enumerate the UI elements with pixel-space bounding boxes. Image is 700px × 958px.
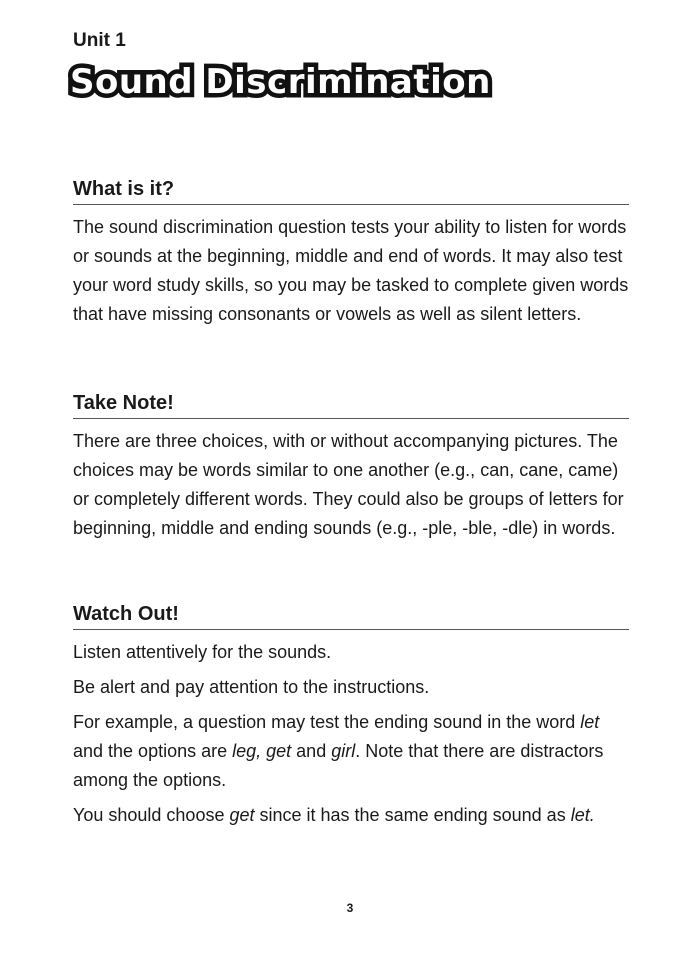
- section-what-is-it: [73, 178, 629, 329]
- section-heading: What is it?: [73, 178, 629, 205]
- section-paragraph: There are three choices, with or without accompanying pictures. The choices may be words similar to one another (e.g., can, cane, came) or completely different words. They could also be groups of letters for beginning, middle and ending sounds (e.g., -ple, -ble, -dle) in words.: [73, 431, 624, 538]
- section-heading: Take Note!: [73, 392, 629, 419]
- example-word-girl: girl: [331, 741, 356, 761]
- section-heading: Watch Out!: [73, 603, 629, 630]
- unit-label: Unit 1: [73, 30, 126, 51]
- example-text: For example, a question may test the ending sound in the word: [73, 712, 581, 732]
- example-text: and: [291, 741, 332, 761]
- section-paragraph: The sound discrimination question tests your ability to listen for words or sounds at the beginning, middle and end of words. It may also test your word study skills, so you may be tasked to complete given words that have missing consonants or vowels as well as silent letters.: [73, 217, 629, 324]
- conclusion-word-get: get: [229, 805, 255, 825]
- conclusion-word-let: let.: [570, 805, 595, 825]
- conclusion-paragraph: [73, 801, 629, 830]
- example-word-let: let: [580, 712, 600, 732]
- example-paragraph: [73, 708, 629, 795]
- section-take-note: [73, 392, 629, 543]
- section-watch-out: [73, 603, 629, 830]
- page-number: 3: [346, 901, 354, 915]
- page-title: Sound Discrimination: [70, 62, 491, 102]
- example-word-options: leg, get: [232, 741, 292, 761]
- section-paragraph: Be alert and pay attention to the instructions.: [73, 677, 430, 697]
- example-text: . Note that there are distractors among the options.: [73, 741, 604, 790]
- conclusion-text: You should choose: [73, 805, 230, 825]
- conclusion-text: since it has the same ending sound as: [254, 805, 571, 825]
- section-paragraph: Listen attentively for the sounds.: [73, 642, 332, 662]
- example-text: and the options are: [73, 741, 233, 761]
